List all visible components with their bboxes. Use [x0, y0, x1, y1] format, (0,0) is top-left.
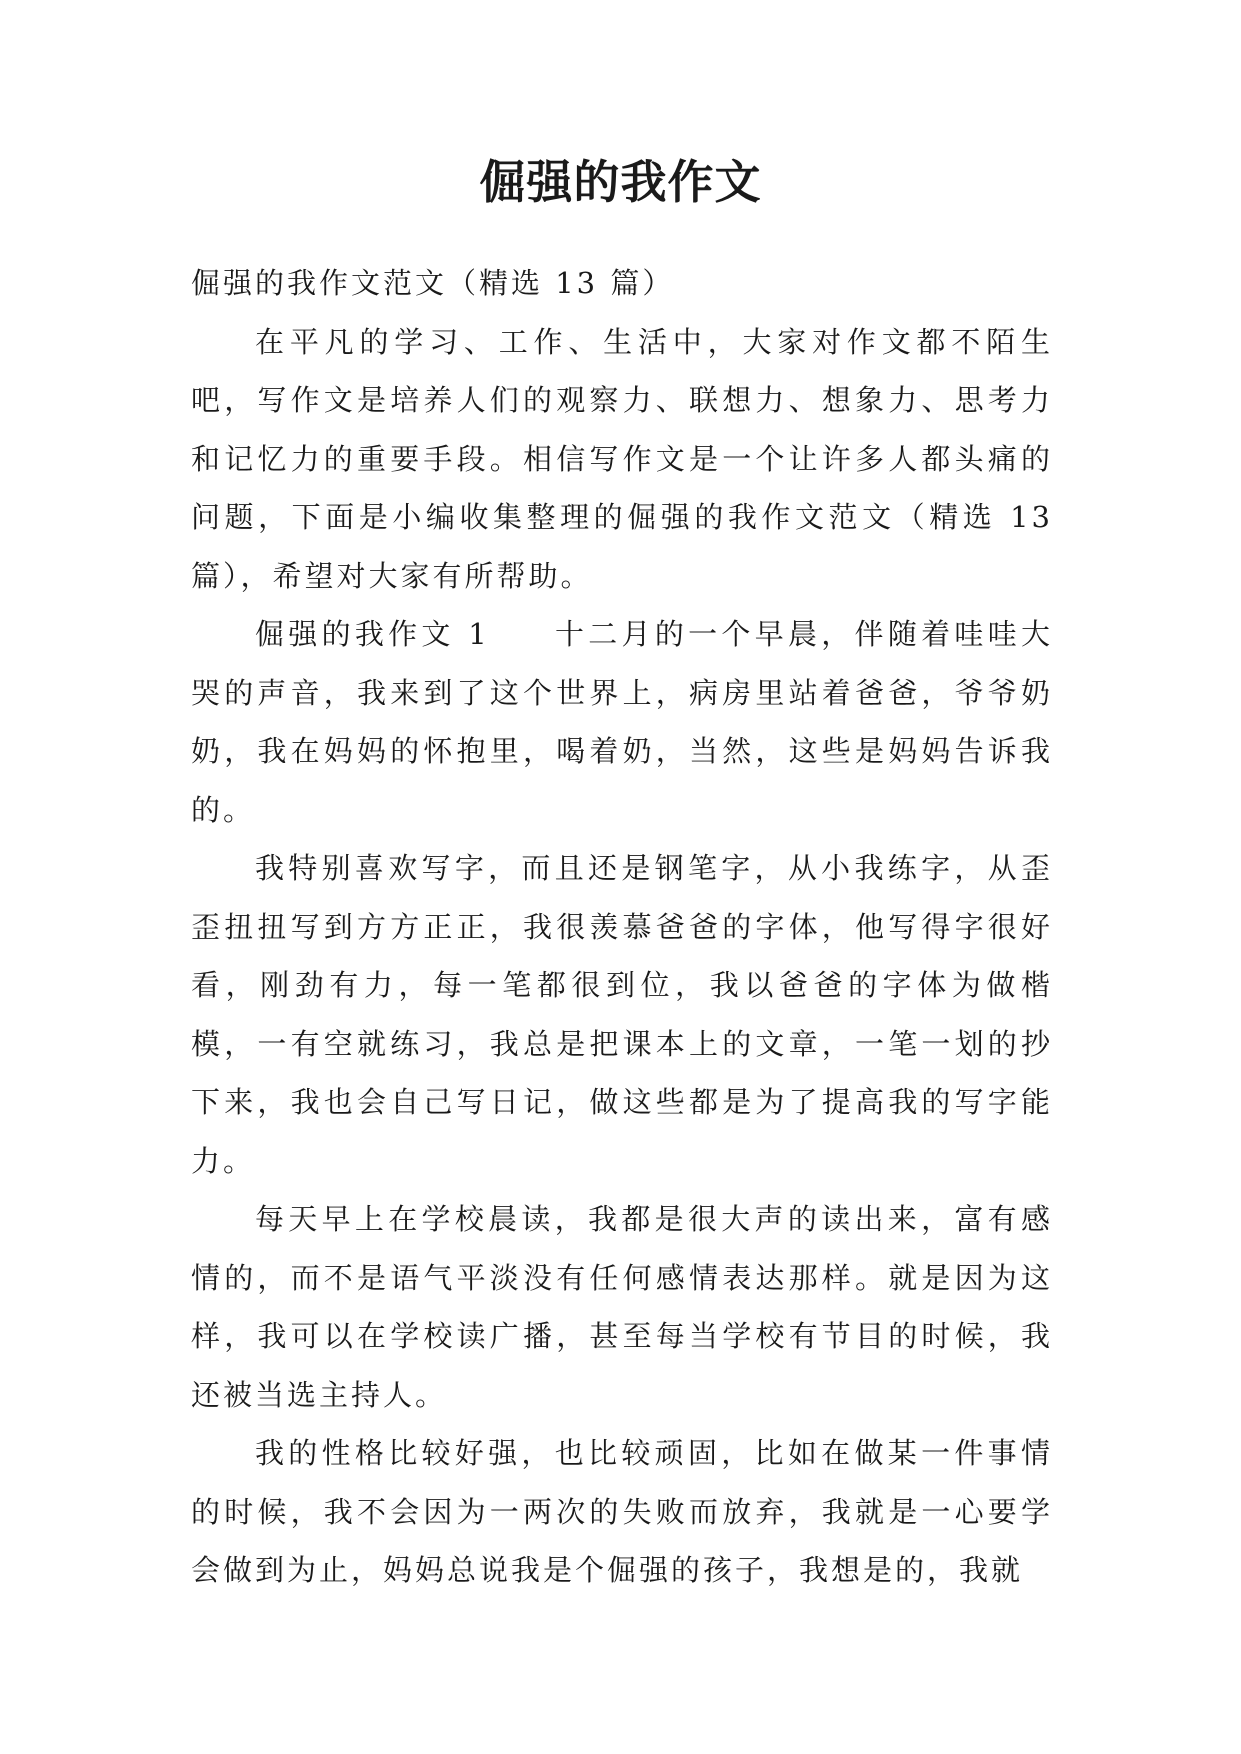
essay-1-text: 十二月的一个早晨，伴随着哇哇大哭的声音，我来到了这个世界上，病房里站着爸爸，爷爷奶奶，我在妈妈的怀抱里，喝着奶，当然，这些是妈妈告诉我的。	[191, 617, 1053, 827]
document-body	[191, 254, 1053, 1600]
body-paragraph: 每天早上在学校晨读，我都是很大声的读出来，富有感情的，而不是语气平淡没有任何感情表达那样。就是因为这样，我可以在学校读广播，甚至每当学校有节目的时候，我还被当选主持人。	[191, 1202, 1053, 1412]
essay-1-paragraph	[191, 605, 1053, 839]
body-paragraph: 我特别喜欢写字，而且还是钢笔字，从小我练字，从歪歪扭扭写到方方正正，我很羡慕爸爸的字体，他写得字很好看，刚劲有力，每一笔都很到位，我以爸爸的字体为做楷模，一有空就练习，我总是把课本上的文章，一笔一划的抄下来，我也会自己写日记，做这些都是为了提高我的写字能力。	[191, 851, 1053, 1178]
intro-paragraph: 在平凡的学习、工作、生活中，大家对作文都不陌生吧，写作文是培养人们的观察力、联想力、想象力、思考力和记忆力的重要手段。相信写作文是一个让许多人都头痛的问题，下面是小编收集整理的倔强的我作文范文（精选 13 篇），希望对大家有所帮助。	[191, 324, 1053, 593]
body-paragraph: 我的性格比较好强，也比较顽固，比如在做某一件事情的时候，我不会因为一两次的失败而放弃，我就是一心要学会做到为止，妈妈总说我是个倔强的孩子，我想是的，我就	[191, 1436, 1053, 1587]
document-title: 倔强的我作文	[479, 155, 762, 209]
essay-1-heading: 倔强的我作文 1	[255, 617, 490, 651]
document-subtitle: 倔强的我作文范文（精选 13 篇）	[191, 266, 675, 300]
